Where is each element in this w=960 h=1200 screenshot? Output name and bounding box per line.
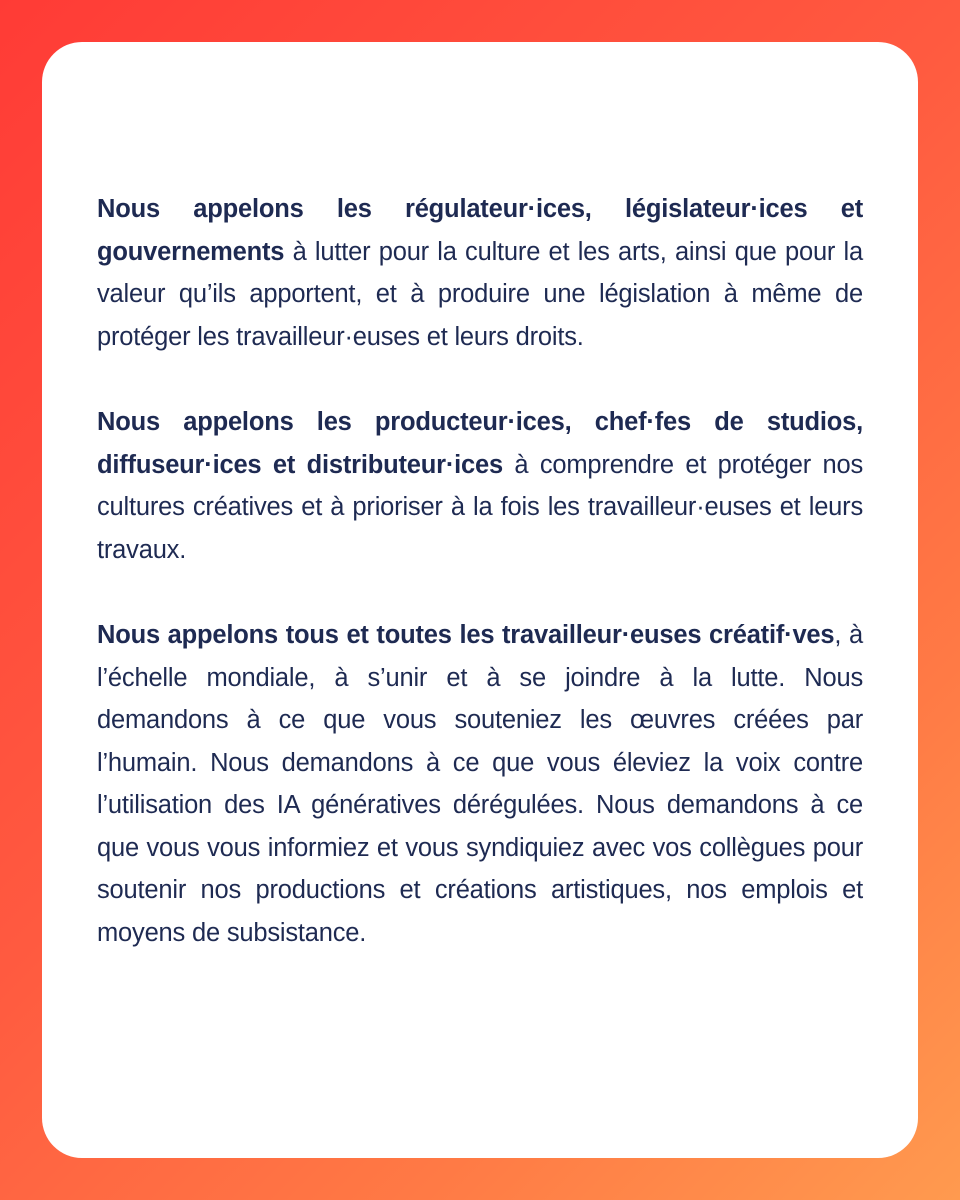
paragraph-regulators: [97, 188, 863, 358]
paragraph-regulators-body: à lutter pour la culture et les arts, ainsi que pour la valeur qu’ils apportent, et à produire une législation à même de protéger les travailleur·euses et leurs droits.: [97, 237, 863, 351]
paragraph-producers-lead: Nous appelons les producteur·ices, chef·fes de studios, diffuseur·ices et distributeur·ices: [97, 408, 863, 479]
paragraph-workers: [97, 614, 863, 954]
paragraph-regulators-lead: Nous appelons les régulateur·ices, législateur·ices et gouvernements: [97, 195, 863, 266]
paragraph-workers-body: , à l’échelle mondiale, à s’unir et à se joindre à la lutte. Nous demandons à ce que vous souteniez les œuvres créées par l’humain. Nous demandons à ce que vous éleviez la voix contre l’utilisation des IA génératives dérégulées. Nous demandons à ce que vous vous informiez et vous syndiquiez avec vos collègues pour soutenir nos productions et créations artistiques, nos emplois et moyens de subsistance.: [97, 621, 863, 947]
paragraph-workers-lead: Nous appelons tous et toutes les travailleur·euses créatif·ves: [97, 621, 835, 649]
paragraph-producers: [97, 401, 863, 571]
content-card: [42, 42, 918, 1158]
paragraph-producers-body: à comprendre et protéger nos cultures créatives et à prioriser à la fois les travailleur·euses et leurs travaux.: [97, 450, 863, 564]
